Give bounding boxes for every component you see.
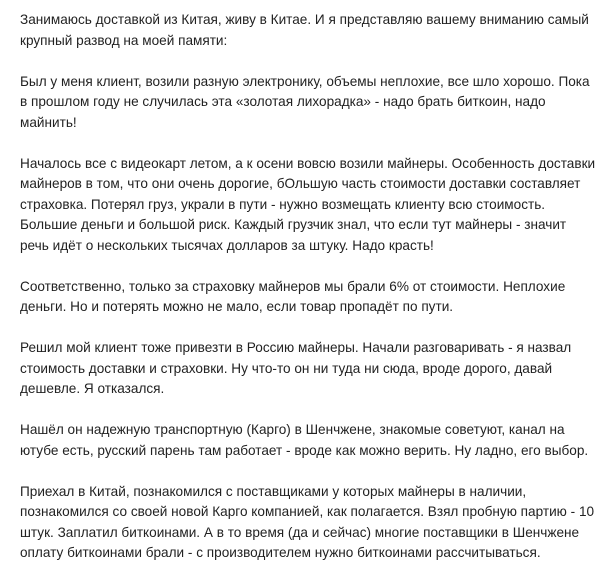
text-line: штук. Заплатил биткоинами. А в то время (да и сейчас) многие поставщики в Шенчжене — [20, 524, 580, 540]
text-line: ютубе есть, русский парень там работает - вроде как можно верить. Ну ладно, его выбор. — [20, 442, 589, 458]
text-line: Занимаюсь доставкой из Китая, живу в Китае. И я представляю вашему вниманию самый — [20, 12, 589, 27]
paragraph-cargo — [20, 420, 589, 461]
text-line: крупный развод на моей памяти: — [20, 32, 228, 48]
paragraph-arrival — [20, 482, 595, 564]
text-line: в прошлом году не случилась эта «золотая лихорадка» - надо брать биткоин, надо — [20, 94, 546, 109]
paragraph-miners — [20, 154, 596, 257]
text-line: Соответственно, только за страховку майнеров мы брали 6% от стоимости. Неплохие — [20, 278, 566, 294]
text-line: страховка. Потерял груз, украли в пути - нужно возмещать клиенту всю стоимость. — [20, 196, 546, 212]
text-line: познакомился со своей новой Карго компанией, как полагается. Взял пробную партию - 10 — [20, 504, 595, 519]
text-line: Был у меня клиент, возили разную электронику, объемы неплохие, все шло хорошо. Пока — [20, 73, 590, 89]
text-line: Нашёл он надежную транспортную (Карго) в Шенчжене, знакомые советуют, канал на — [20, 422, 565, 437]
text-line: Началось все с видеокарт летом, а к осени вовсю возили майнеры. Особенность доставки — [20, 155, 596, 171]
text-line: оплату биткоинами брали - с производителем нужно биткоинами рассчитываться. — [20, 545, 541, 560]
paragraph-refusal — [20, 338, 580, 400]
text-line: Большие деньги и большой риск. Каждый грузчик знал, что если тут майнеры - значит — [20, 217, 567, 232]
paragraph-client — [20, 72, 590, 134]
text-line: Приехал в Китай, познакомился с поставщиками у которых майнеры в наличии, — [20, 483, 527, 499]
text-line: деньги. Но и потерять можно не мало, если товар пропадёт по пути. — [20, 299, 454, 314]
text-line: майнить! — [20, 114, 77, 130]
text-line: речь идёт о нескольких тысячах долларов за штуку. Надо красть! — [20, 237, 434, 253]
text-line: стоимость доставки и страховки. Ну что-то он ни туда ни сюда, вроде дорого, давай — [20, 360, 553, 376]
text-line: дешевле. Я отказался. — [20, 381, 165, 396]
paragraph-insurance — [20, 277, 580, 318]
text-line: майнеров в том, что они очень дорогие, бОльшую часть стоимости доставки составляет — [20, 176, 581, 191]
text-line: Решил мой клиент тоже привезти в Россию майнеры. Начали разговаривать - я назвал — [20, 340, 572, 355]
paragraph-intro — [20, 10, 589, 51]
